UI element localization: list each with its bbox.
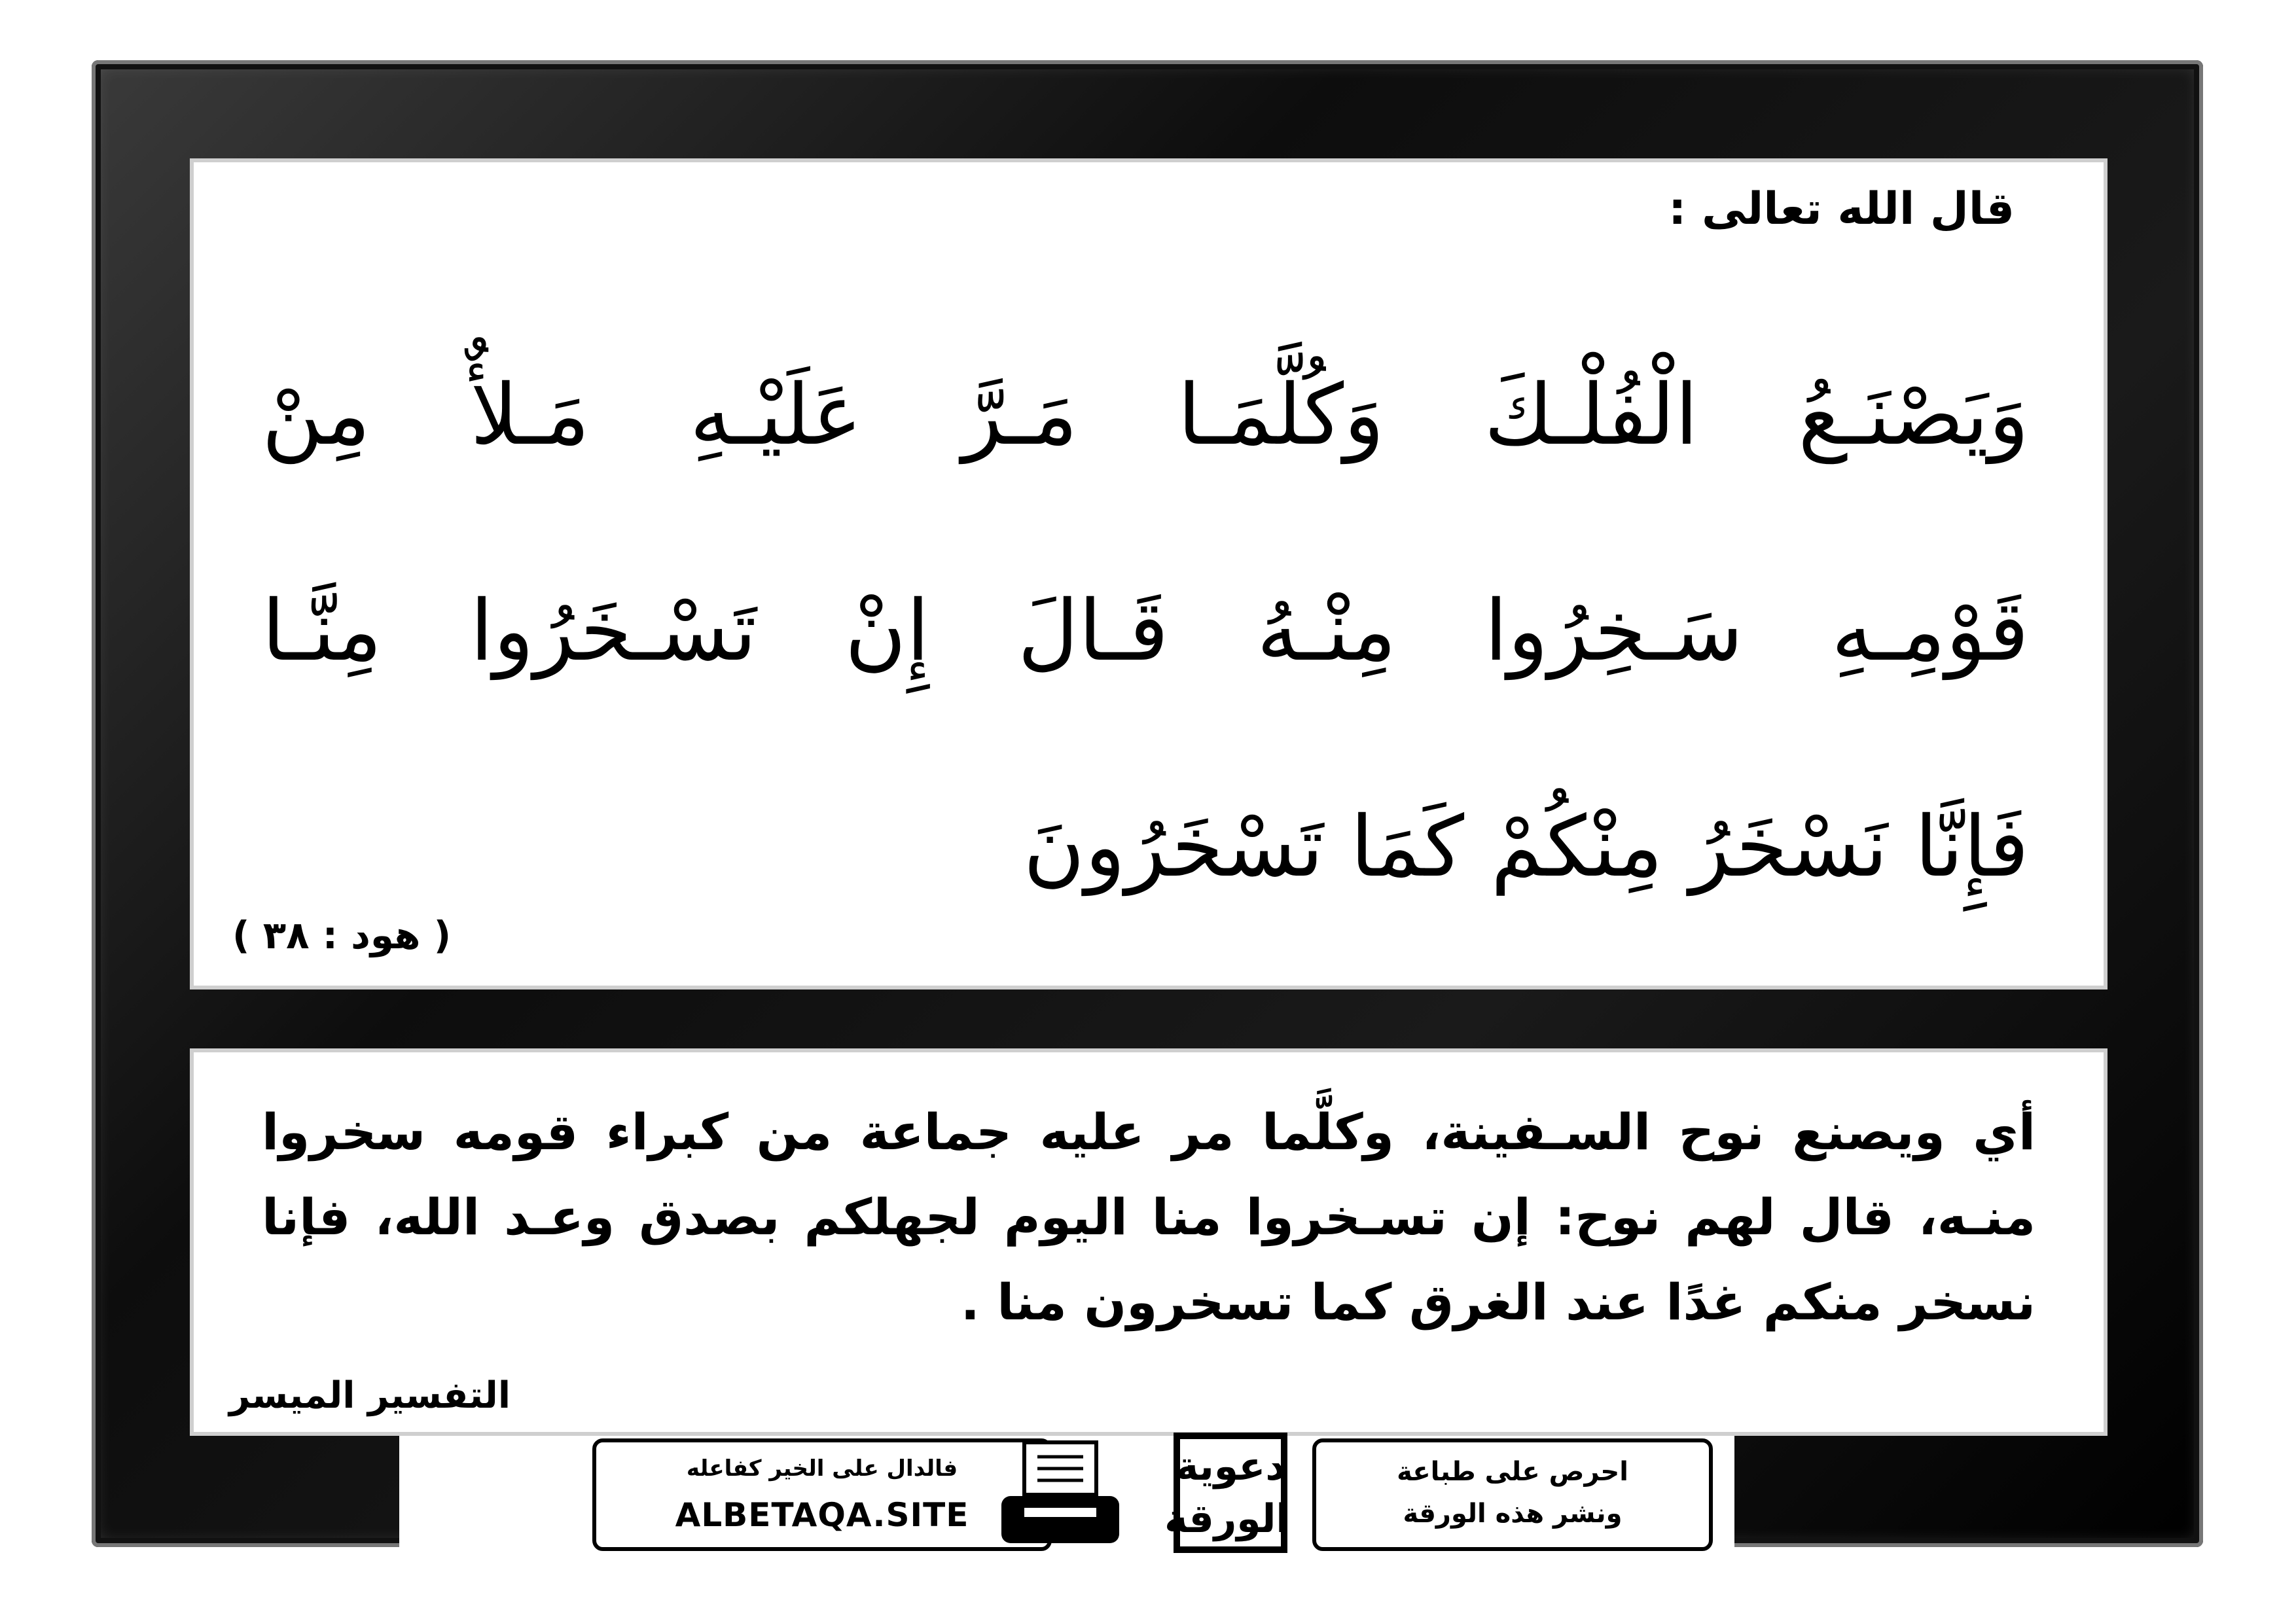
quran-verse bbox=[262, 308, 2029, 955]
site-slogan: فالدال على الخير كفاعله bbox=[686, 1455, 958, 1482]
verse-line: فَإِنَّا نَسْخَرُ مِنْكُمْ كَمَا تَسْخَرُونَ bbox=[1023, 798, 2029, 896]
albetaqa-logo bbox=[1164, 1431, 1289, 1555]
tafsir-line: منـه، قال لهم نوح: إن تسـخروا منا اليوم لجهلكم بصدق وعـد الله، فإنا bbox=[262, 1188, 2036, 1246]
logo-line: الورقة bbox=[1164, 1496, 1289, 1542]
share-line: احرص على طباعة bbox=[1397, 1457, 1628, 1487]
share-line: ونشر هذه الورقة bbox=[1403, 1499, 1623, 1529]
site-url[interactable]: ALBETAQA.SITE bbox=[675, 1496, 969, 1534]
printer-icon bbox=[995, 1437, 1126, 1548]
tafsir-text bbox=[262, 1090, 2036, 1345]
tafsir-line: أي ويصنع نوح السـفينة، وكلَّما مر عليه جماعة من كبراء قومه سخروا bbox=[262, 1103, 2036, 1161]
tafsir-source: التفسير الميسر bbox=[229, 1374, 511, 1417]
tafsir-line: نسخر منكم غدًا عند الغرق كما تسخرون منا . bbox=[960, 1273, 2036, 1331]
verse-line: قَوْمِـهِ سَـخِرُوا مِنْـهُ قَـالَ إِنْ تَسْـخَرُوا مِنَّـا bbox=[262, 582, 2029, 680]
verse-line: وَيَصْنَـعُ الْفُلْـكَ وَكُلَّمَـا مَـرَّ عَلَيْـهِ مَـلأٌ مِنْ bbox=[262, 366, 2029, 464]
site-box[interactable] bbox=[592, 1438, 1052, 1551]
verse-reference: ( هود : ٣٨ ) bbox=[232, 913, 452, 957]
logo-line: دعوية bbox=[1175, 1444, 1286, 1489]
intro-heading: قال الله تعالى : bbox=[1668, 183, 2015, 235]
share-box bbox=[1312, 1438, 1713, 1551]
